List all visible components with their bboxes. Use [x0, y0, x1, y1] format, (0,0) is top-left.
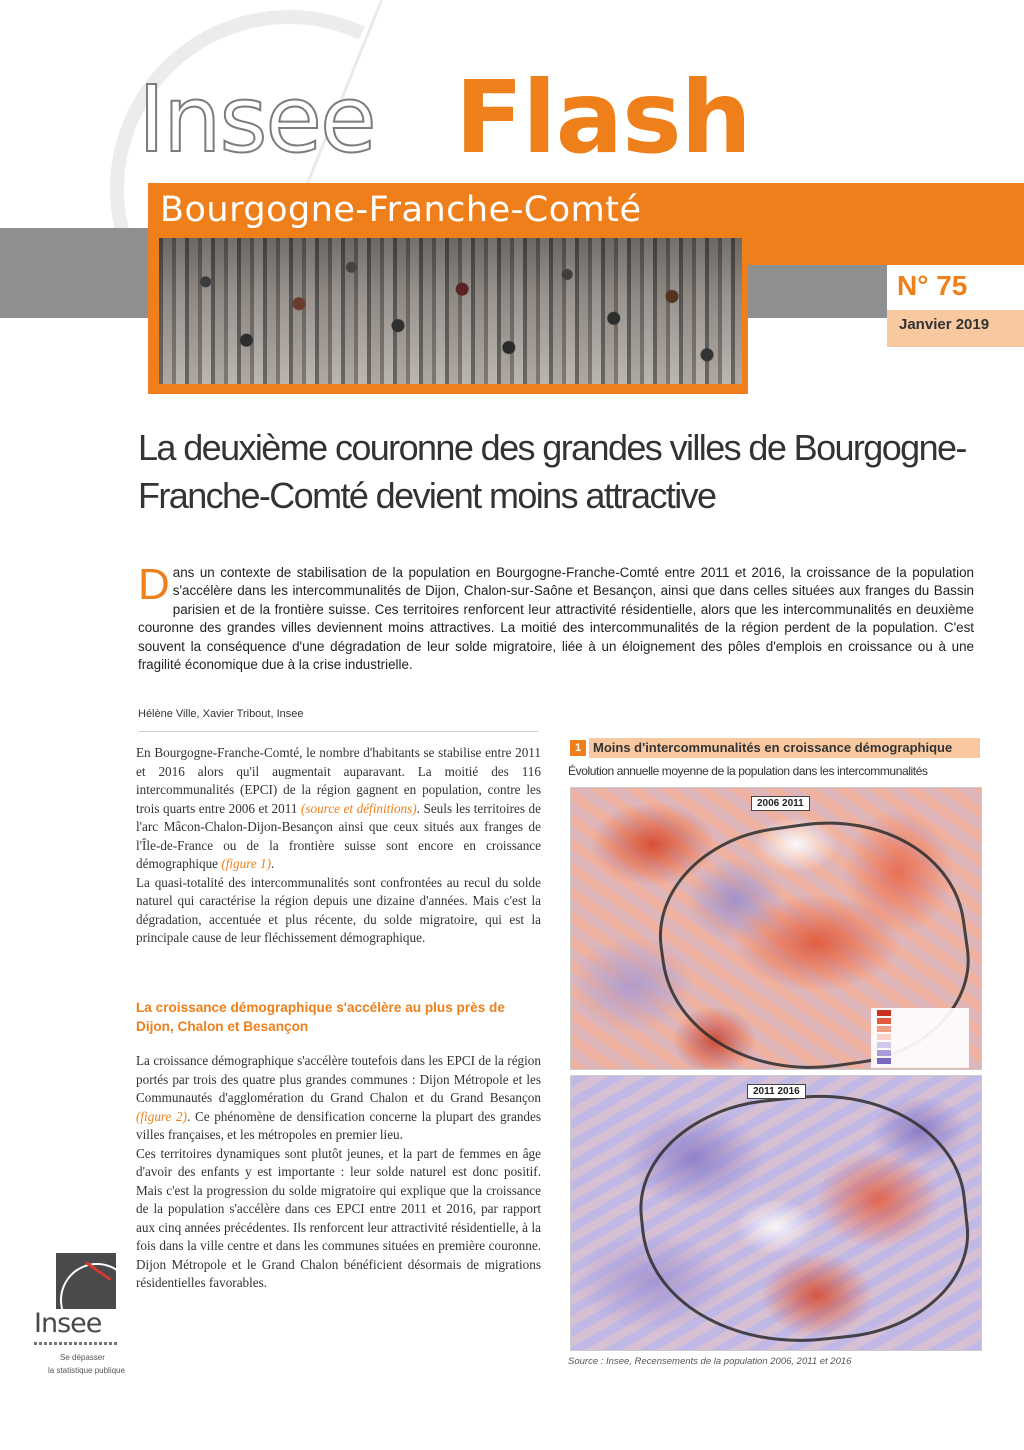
logo-tagline-rule: [34, 1342, 118, 1345]
insee-logo-icon: [56, 1253, 116, 1309]
legend-swatch: [877, 1018, 891, 1024]
legend-swatch: [877, 1050, 891, 1056]
map-period-label: 2006 2011: [751, 796, 810, 811]
figure-subtitle: Évolution annuelle moyenne de la population dans les intercommunalités: [568, 764, 928, 778]
source-definitions-link[interactable]: (source et définitions): [300, 800, 417, 816]
paragraph-1-text-2: . Seuls les territoires de l'arc Mâcon-Chalon-Dijon-Besançon ainsi que ceux situés aux franges de l'Île-de-France ou de la frontière suisse sont encore en croissance démographique: [136, 800, 542, 871]
insee-logo-text: Insee: [34, 1308, 102, 1339]
paragraph-4: Ces territoires dynamiques sont plutôt jeunes, et la part de femmes en âge d'avoir des enfants y est importante : leur solde naturel est donc positif. Mais c'est la progression du solde migratoire qui explique que la croissance de la population s'accélère dans ces EPCI entre 2011 et 2016, par rapport aux cinq années précédentes. Ils renforcent leur attractivité résidentielle, à la fois dans la ville centre et dans les communes situées en première couronne. Dijon Métropole et le Grand Chalon bénéficient désormais de migrations résidentielles favorables.: [136, 1145, 541, 1290]
paragraph-2: La quasi-totalité des intercommunalités sont confrontées au recul du solde naturel qui caractérise la région depuis une dizaine d'années. Mais c'est la dégradation, accentuée et plus récente, du solde migratoire, qui est la principale cause de leur fléchissement démographique.: [136, 874, 541, 945]
region-title: Bourgogne-Franche-Comté: [160, 190, 642, 230]
figure-2-link[interactable]: (figure 2): [136, 1108, 188, 1124]
map-period-label: 2011 2016: [747, 1084, 806, 1099]
map-2011-2016: [570, 1075, 982, 1351]
body-section-2: [136, 1052, 541, 1293]
body-section-1: [136, 744, 541, 948]
region-border: [629, 1080, 979, 1351]
figure-source: Source : Insee, Recensements de la population 2006, 2011 et 2016: [568, 1356, 852, 1367]
paragraph-3-text-2: . Ce phénomène de densification concerne la plupart des grandes villes françaises, et les métropoles en premier lieu.: [136, 1108, 541, 1142]
authors-separator: [138, 731, 538, 732]
map-legend: [871, 1008, 969, 1068]
legend-swatch: [877, 1042, 891, 1048]
paragraph-1: [136, 744, 541, 874]
figure-title: Moins d'intercommunalités en croissance démographique: [589, 738, 980, 758]
issue-date: Janvier 2019: [899, 316, 990, 333]
paragraph-3: [136, 1052, 541, 1145]
paragraph-1-text: En Bourgogne-Franche-Comté, le nombre d'habitants se stabilise entre 2011 et 2016 alors qu'il augmentait auparavant. La moitié des 116 intercommunalités (EPCI) de la région gagnent en population, contre les trois quarts entre 2006 et 2011: [136, 745, 541, 816]
issue-number: N° 75: [897, 270, 968, 301]
article-authors: Hélène Ville, Xavier Tribout, Insee: [138, 708, 304, 720]
article-title: La deuxième couronne des grandes villes de Bourgogne-Franche-Comté devient moins attractive: [138, 427, 966, 516]
brand-insee-title: Insee: [138, 66, 375, 173]
section-subheading: La croissance démographique s'accélère au plus près de Dijon, Chalon et Besançon: [136, 1000, 505, 1034]
legend-swatch: [877, 1058, 891, 1064]
logo-tagline-2: la statistique publique: [48, 1366, 125, 1375]
paragraph-1-end: .: [271, 856, 275, 871]
map-2006-2011: [570, 787, 982, 1070]
figure-1-link[interactable]: (figure 1): [221, 856, 272, 871]
logo-arc: [60, 1263, 116, 1309]
paragraph-3-text: La croissance démographique s'accélère toutefois dans les EPCI de la région portés par trois des quatre plus grandes communes : Dijon Métropole et les Communautés d'agglomération du Grand Chalon et du Grand Besançon: [136, 1053, 541, 1105]
lead-text: ans un contexte de stabilisation de la population en Bourgogne-Franche-Comté entre 2011 et 2016, la croissance de la population s'accélère dans les intercommunalités de Dijon, Chalon-sur-Saône et Besançon, ainsi que dans celles situées aux franges du Bassin parisien et de la frontière suisse. Ces territoires renforcent leur attractivité résidentielle, alors que les intercommunalités en deuxième couronne des grandes villes deviennent moins attractives. La moitié des intercommunalités de la région perdent de la population. C'est souvent la conséquence d'une dégradation de leur solde migratoire, liée à un éloignement des pôles d'emplois en croissance ou à une fragilité économique due à la crise industrielle.: [138, 565, 974, 673]
lead-dropcap: D: [138, 560, 170, 609]
logo-tagline-1: Se dépasser: [60, 1353, 105, 1362]
crowd-photo: [159, 238, 742, 384]
legend-swatch: [877, 1034, 891, 1040]
legend-swatch: [877, 1010, 891, 1016]
figure-number-badge: 1: [570, 740, 586, 756]
article-lead: [138, 560, 974, 674]
brand-flash-title: Flash: [455, 59, 751, 176]
legend-swatch: [877, 1026, 891, 1032]
